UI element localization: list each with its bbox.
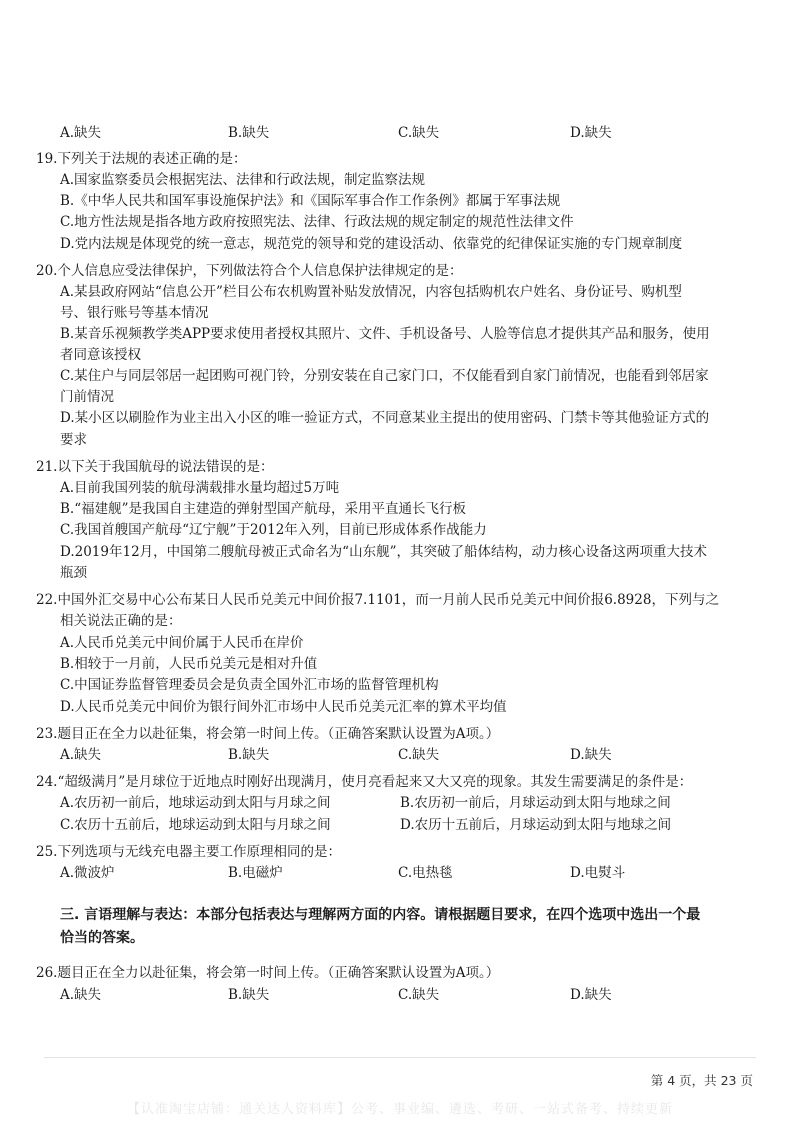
q25-option-b: B.电磁炉 — [228, 865, 283, 881]
footer-divider — [44, 1057, 756, 1058]
q26-option-d: D.缺失 — [570, 987, 612, 1003]
q25-stem: 25.下列选项与无线充电器主要工作原理相同的是： — [36, 844, 341, 860]
q24-stem: 24.“超级满月”是月球位于近地点时刚好出现满月，使月亮看起来又大又亮的现象。其发生需要满足的条件是： — [36, 774, 693, 790]
q21-option-d: D.2019年12月，中国第二艘航母被正式命名为“山东舰”，其突破了船体结构，动力核心设备这两项重大技术 — [60, 544, 707, 560]
q19-option-a: A.国家监察委员会根据宪法、法律和行政法规，制定监察法规 — [60, 172, 426, 188]
section-3-heading-line1: 三. 言语理解与表达：本部分包括表达与理解两方面的内容。请根据题目要求，在四个选项中选出一个最 — [60, 907, 701, 923]
page-number: 第 4 页，共 23 页 — [650, 1073, 753, 1088]
q24-option-d: D.农历十五前后，月球运动到太阳与地球之间 — [400, 817, 672, 833]
q23-option-b: B.缺失 — [228, 747, 270, 763]
q19-option-c: C.地方性法规是指各地方政府按照宪法、法律、行政法规的规定制定的规范性法律文件 — [60, 214, 574, 230]
q18-option-c: C.缺失 — [398, 125, 440, 141]
q21-option-b: B.“福建舰”是我国自主建造的弹射型国产航母，采用平直通长飞行板 — [60, 501, 467, 517]
watermark-text: 【认准淘宝店铺：通关达人资料库】公考、事业编、遴选、考研、一站式备考、持续更新 — [126, 1102, 673, 1117]
q19-stem: 19.下列关于法规的表述正确的是： — [36, 151, 247, 167]
q24-option-a: A.农历初一前后，地球运动到太阳与月球之间 — [60, 795, 331, 811]
q23-option-a: A.缺失 — [60, 747, 102, 763]
q20-option-c: C.某住户与同层邻居一起团购可视门铃，分别安装在自己家门口，不仅能看到自家门前情况，也能看到邻居家 — [60, 368, 709, 384]
q19-option-d: D.党内法规是体现党的统一意志，规范党的领导和党的建设活动、依靠党的纪律保证实施的专门规章制度 — [60, 236, 683, 252]
q23-stem: 23.题目正在全力以赴征集，将会第一时间上传。（正确答案默认设置为A项。） — [36, 726, 500, 742]
q24-option-c: C.农历十五前后，地球运动到太阳与月球之间 — [60, 817, 331, 833]
q22-stem: 22.中国外汇交易中心公布某日人民币兑美元中间价报7.1101，而一月前人民币兑美元中间价报6.8928，下列与之 — [36, 592, 719, 608]
q26-option-b: B.缺失 — [228, 987, 270, 1003]
q26-option-a: A.缺失 — [60, 987, 102, 1003]
q26-option-c: C.缺失 — [398, 987, 440, 1003]
q20-option-a-cont: 号、银行账号等基本情况 — [60, 305, 209, 321]
q22-option-c: C.中国证券监督管理委员会是负责全国外汇市场的监督管理机构 — [60, 677, 439, 693]
q19-option-b: B.《中华人民共和国军事设施保护法》和《国际军事合作工作条例》都属于军事法规 — [60, 193, 561, 209]
q25-option-d: D.电熨斗 — [570, 865, 626, 881]
q18-option-a: A.缺失 — [60, 125, 102, 141]
q20-option-b-cont: 者同意该授权 — [60, 347, 141, 363]
q20-option-d-cont: 要求 — [60, 432, 87, 448]
q21-option-c: C.我国首艘国产航母“辽宁舰”于2012年入列，目前已形成体系作战能力 — [60, 522, 487, 538]
q20-option-d: D.某小区以刷脸作为业主出入小区的唯一验证方式，不同意某业主提出的使用密码、门禁卡等其他验证方式的 — [60, 410, 710, 426]
q26-stem: 26.题目正在全力以赴征集，将会第一时间上传。（正确答案默认设置为A项。） — [36, 965, 500, 981]
q18-option-b: B.缺失 — [228, 125, 270, 141]
q21-option-a: A.目前我国列装的航母满载排水量均超过5万吨 — [60, 480, 340, 496]
q21-stem: 21.以下关于我国航母的说法错误的是： — [36, 459, 274, 475]
q25-option-a: A.微波炉 — [60, 865, 115, 881]
q22-stem-cont: 相关说法正确的是： — [60, 613, 182, 629]
q20-option-b: B.某音乐视频教学类APP要求使用者授权其照片、文件、手机设备号、人脸等信息才提供其产品和服务，使用 — [60, 326, 710, 342]
q18-option-d: D.缺失 — [570, 125, 612, 141]
q23-option-c: C.缺失 — [398, 747, 440, 763]
q25-option-c: C.电热毯 — [398, 865, 453, 881]
q23-option-d: D.缺失 — [570, 747, 612, 763]
q21-option-d-cont: 瓶颈 — [60, 565, 87, 581]
q20-option-a: A.某县政府网站“信息公开”栏目公布农机购置补贴发放情况，内容包括购机农户姓名、身份证号、购机型 — [60, 284, 682, 300]
q22-option-a: A.人民币兑美元中间价属于人民币在岸价 — [60, 635, 304, 651]
q24-option-b: B.农历初一前后，月球运动到太阳与地球之间 — [400, 795, 671, 811]
q20-stem: 20.个人信息应受法律保护，下列做法符合个人信息保护法律规定的是： — [36, 263, 463, 279]
section-3-heading-line2: 恰当的答案。 — [60, 930, 144, 946]
q20-option-c-cont: 门前情况 — [60, 389, 114, 405]
section-3-heading — [60, 904, 750, 950]
q22-option-b: B.相较于一月前，人民币兑美元是相对升值 — [60, 656, 318, 672]
q22-option-d: D.人民币兑美元中间价为银行间外汇市场中人民币兑美元汇率的算术平均值 — [60, 699, 507, 715]
